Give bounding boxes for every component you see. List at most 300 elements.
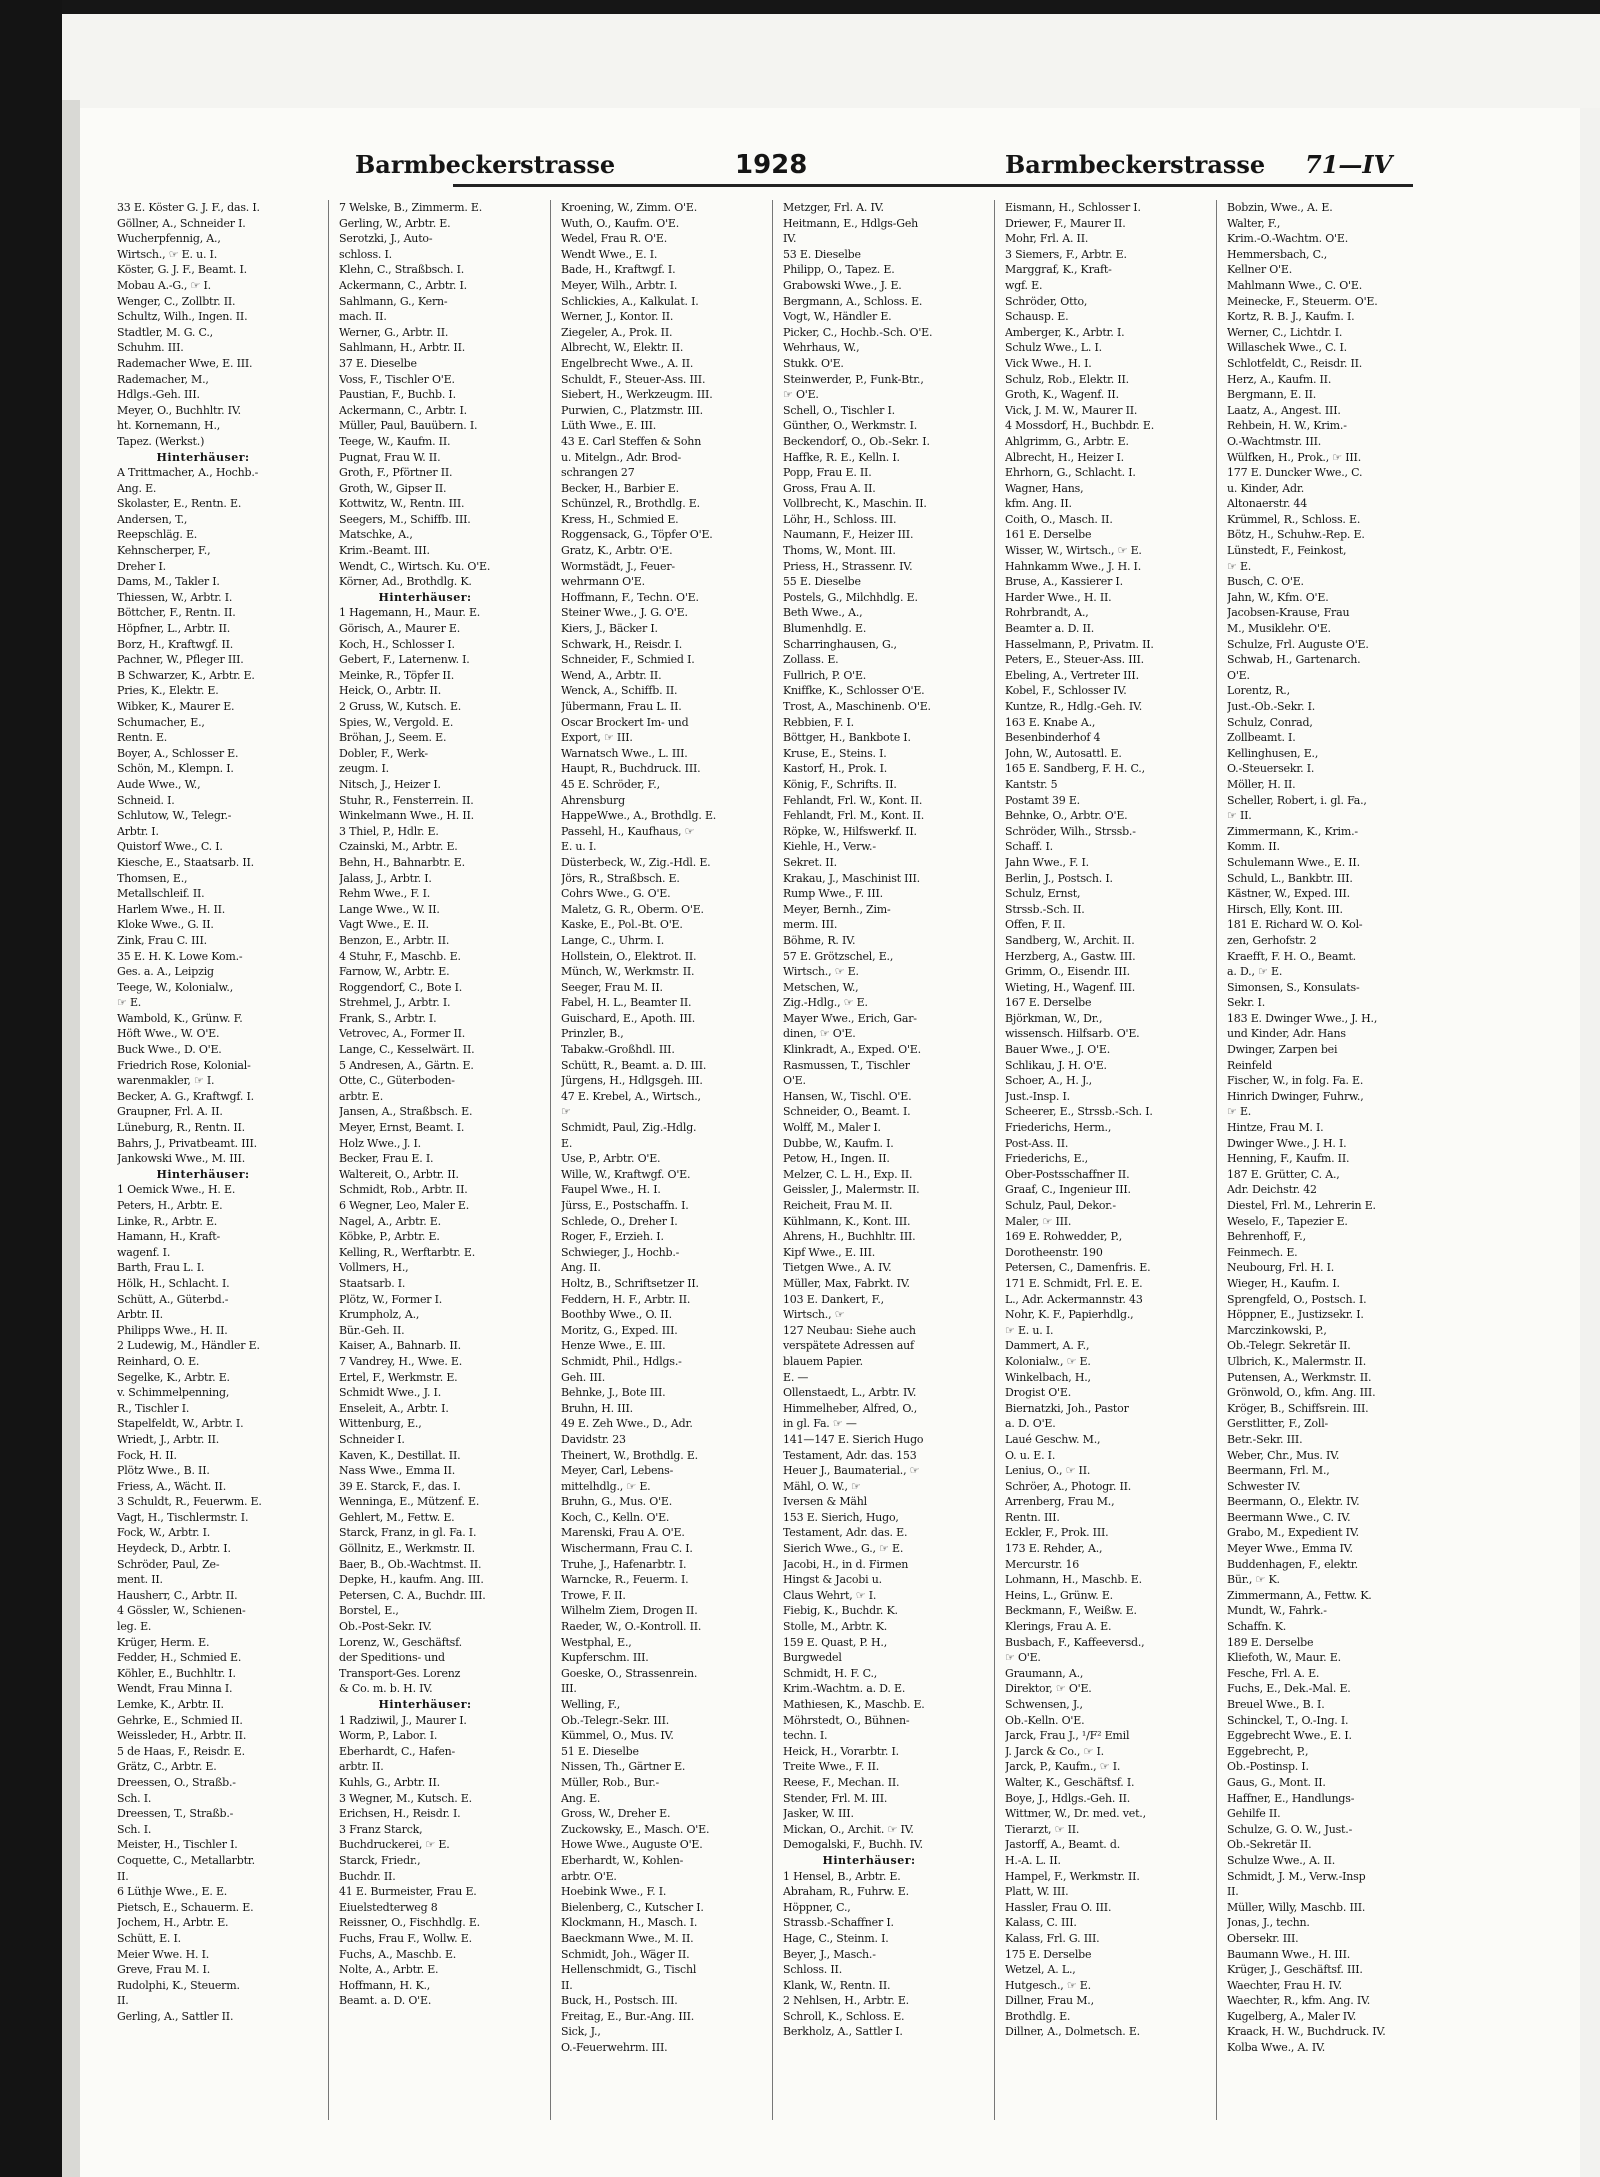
directory-entry: Gratz, K., Arbtr. O'E. [561, 544, 673, 558]
directory-entry: wgf. E. [1005, 278, 1043, 292]
directory-entry: Weissleder, H., Arbtr. II. [117, 1729, 247, 1743]
directory-entry: Schultz, Wilh., Ingen. II. [117, 310, 248, 324]
directory-column-1 [117, 200, 289, 2120]
directory-entry: Ackermann, C., Arbtr. I. [339, 278, 467, 292]
directory-entry: Lorenz, W., Geschäftsf. [339, 1635, 462, 1649]
directory-entry: Thiessen, W., Arbtr. I. [117, 590, 233, 604]
directory-entry: Hollstein, O., Elektrot. II. [561, 949, 697, 963]
directory-entry: Tierarzt, ☞ II. [1005, 1822, 1080, 1836]
directory-entry: 153 E. Sierich, Hugo, [783, 1510, 899, 1524]
directory-entry: Strassb.-Schaffner I. [783, 1916, 894, 1930]
directory-entry: Segelke, K., Arbtr. E. [117, 1370, 230, 1384]
directory-entry: Hoffmann, H. K., [339, 1978, 431, 1992]
directory-entry: Schausp. E. [1005, 310, 1069, 324]
directory-entry: Reicheit, Frau M. II. [783, 1199, 893, 1212]
directory-entry: Vollbrecht, K., Maschin. II. [783, 497, 927, 511]
directory-entry: 173 E. Rehder, A., [1005, 1542, 1103, 1556]
directory-entry: Aude Wwe., W., [117, 777, 201, 791]
directory-entry: Ang. II. [561, 1261, 601, 1275]
directory-entry: Wagner, Hans, [1005, 481, 1084, 495]
directory-entry: Testament, Adr. das. 153 [783, 1448, 917, 1462]
directory-entry: Heuer J., Baumaterial., ☞ [783, 1464, 920, 1478]
directory-entry: Bruse, A., Kassierer I. [1005, 575, 1123, 589]
directory-entry: Blumenhdlg. E. [783, 622, 867, 636]
directory-entry: HappeWwe., A., Brothdlg. E. [561, 809, 717, 823]
directory-entry: Höft Wwe., W. O'E. [117, 1027, 220, 1041]
directory-entry: v. Schimmelpenning, [117, 1386, 230, 1400]
directory-entry: 4 Gössler, W., Schienen- [117, 1604, 246, 1618]
directory-entry: Hinterhäuser: [378, 1698, 472, 1711]
directory-entry: Hage, C., Steinm. I. [783, 1931, 889, 1945]
directory-entry: O. u. E. I. [1005, 1448, 1056, 1462]
directory-entry: Hasselmann, P., Privatm. II. [1005, 637, 1154, 651]
directory-entry: Müller, Paul, Bauübern. I. [339, 419, 478, 433]
directory-entry: Mercurstr. 16 [1005, 1557, 1080, 1571]
directory-entry: Becker, Frau E. I. [339, 1152, 434, 1166]
directory-entry: Kelling, R., Werftarbtr. E. [339, 1245, 475, 1259]
directory-entry: Wolff, M., Maler I. [783, 1121, 881, 1135]
directory-entry: Wendt, Frau Minna I. [117, 1682, 233, 1696]
directory-entry: blauem Papier. [783, 1354, 863, 1368]
directory-entry: warenmakler, ☞ I. [117, 1074, 215, 1088]
directory-entry: Waechter, R., kfm. Ang. IV. [1227, 1994, 1371, 2008]
directory-entry: Ehrhorn, G., Schlacht. I. [1005, 466, 1136, 480]
directory-entry: Fuchs, Frau F., Wollw. E. [339, 1931, 472, 1945]
directory-entry: Willaschek Wwe., C. I. [1227, 341, 1347, 355]
directory-entry: Ertel, F., Werkmstr. E. [339, 1370, 458, 1384]
directory-entry: Meyer Wwe., Emma IV. [1227, 1542, 1353, 1556]
directory-entry: Lemke, K., Arbtr. II. [117, 1698, 224, 1711]
directory-entry: Grabowski Wwe., J. E. [783, 278, 902, 292]
directory-entry: Müller, Willy, Maschb. III. [1227, 1900, 1366, 1914]
directory-entry: Zuckowsky, E., Masch. O'E. [561, 1822, 710, 1836]
directory-entry: Siebert, H., Werkzeugm. III. [561, 388, 713, 402]
directory-entry: Greve, Frau M. I. [117, 1963, 211, 1977]
directory-entry: Grönwold, O., kfm. Ang. III. [1227, 1386, 1376, 1400]
directory-entry: Eismann, H., Schlosser I. [1005, 201, 1141, 214]
directory-entry: Lenius, O., ☞ II. [1005, 1464, 1091, 1478]
directory-entry: Fuchs, E., Dek.-Mal. E. [1227, 1682, 1351, 1696]
directory-entry: Kröger, B., Schiffsrein. III. [1227, 1401, 1369, 1415]
directory-entry: Hansen, W., Tischl. O'E. [783, 1089, 912, 1103]
directory-entry: 1 Radziwil, J., Maurer I. [339, 1713, 467, 1727]
directory-entry: Kress, H., Schmied E. [561, 512, 679, 526]
directory-entry: Köbke, P., Arbtr. E. [339, 1230, 440, 1244]
directory-entry: Behrenhoff, F., [1227, 1230, 1306, 1244]
directory-entry: Petersen, C. A., Buchdr. III. [339, 1588, 486, 1602]
directory-entry: Schmidt, Rob., Arbtr. II. [339, 1183, 468, 1197]
directory-entry: Kastorf, H., Prok. I. [783, 762, 888, 776]
directory-entry: Gehlert, M., Fettw. E. [339, 1510, 455, 1524]
directory-entry: Klerings, Frau A. E. [1005, 1620, 1112, 1634]
directory-entry: Seegers, M., Schiffb. III. [339, 512, 471, 526]
directory-entry: Gaus, G., Mont. II. [1227, 1775, 1326, 1789]
directory-column-5 [1005, 200, 1177, 2120]
directory-entry: Wieger, H., Kaufm. I. [1227, 1276, 1340, 1290]
header-street-left: Barmbeckerstrasse [355, 150, 616, 179]
directory-entry: Jarck, Frau J., ¹/F² Emil [1005, 1729, 1130, 1743]
directory-entry: Serotzki, J., Auto- [339, 232, 433, 246]
directory-entry: Zollass. E. [783, 653, 839, 667]
directory-entry: Krim.-O.-Wachtm. O'E. [1227, 232, 1348, 246]
directory-entry: Meinecke, F., Steuerm. O'E. [1227, 294, 1378, 308]
directory-entry: Werner, C., Lichtdr. I. [1227, 325, 1343, 339]
directory-entry: zen, Gerhofstr. 2 [1227, 933, 1317, 947]
directory-entry: Beermann, O., Elektr. IV. [1227, 1495, 1360, 1509]
directory-entry: Ahrens, H., Buchhltr. III. [783, 1230, 916, 1244]
directory-entry: Hampel, F., Werkmstr. II. [1005, 1869, 1140, 1883]
directory-entry: Scheller, Robert, i. gl. Fa., [1227, 793, 1367, 807]
directory-entry: Schmidt, H. F. C., [783, 1666, 878, 1680]
directory-entry: Baeckmann Wwe., M. II. [561, 1931, 694, 1945]
directory-entry: Eiuelstedterweg 8 [339, 1900, 438, 1914]
directory-entry: Fesche, Frl. A. E. [1227, 1666, 1320, 1680]
directory-entry: mittelhdlg., ☞ E. [561, 1479, 651, 1493]
directory-entry: Friederichs, Herm., [1005, 1121, 1112, 1135]
directory-entry: Meyer, O., Buchhltr. IV. [117, 403, 241, 417]
directory-entry: Starck, Friedr., [339, 1853, 421, 1867]
directory-entry: Ackermann, C., Arbtr. I. [339, 403, 467, 417]
directory-entry: Rademacher, M., [117, 372, 209, 386]
directory-entry: 51 E. Dieselbe [561, 1744, 639, 1758]
directory-entry: Walter, K., Geschäftsf. I. [1005, 1775, 1135, 1789]
directory-entry: 33 E. Köster G. J. F., das. I. [117, 201, 260, 214]
directory-entry: Beermann Wwe., C. IV. [1227, 1510, 1351, 1524]
directory-entry: Sprengfeld, O., Postsch. I. [1227, 1292, 1367, 1306]
directory-entry: Kipf Wwe., E. III. [783, 1245, 876, 1259]
directory-entry: Beth Wwe., A., [783, 606, 863, 620]
directory-entry: Mohr, Frl. A. II. [1005, 232, 1089, 246]
directory-entry: Thoms, W., Mont. III. [783, 544, 896, 558]
column-divider [994, 200, 995, 2120]
directory-entry: Stuhr, R., Fensterrein. II. [339, 793, 474, 807]
directory-entry: Vagt Wwe., E. II. [339, 918, 429, 932]
directory-entry: Wedel, Frau R. O'E. [561, 232, 668, 246]
directory-entry: Becker, A. G., Kraftwgf. I. [117, 1089, 254, 1103]
directory-entry: Wehrhaus, W., [783, 341, 860, 355]
directory-entry: Schwieger, J., Hochb.- [561, 1245, 680, 1259]
directory-entry: Jochem, H., Arbtr. E. [117, 1916, 229, 1930]
directory-entry: Petow, H., Ingen. II. [783, 1152, 890, 1166]
directory-entry: Schuld, L., Bankbtr. III. [1227, 871, 1353, 885]
directory-entry: Jonas, J., techn. [1227, 1916, 1310, 1930]
directory-entry: Matschke, A., [339, 528, 413, 542]
directory-entry: Steiner Wwe., J. G. O'E. [561, 606, 688, 620]
directory-entry: schloss. I. [339, 247, 392, 261]
directory-entry: Stadtler, M. G. C., [117, 325, 213, 339]
directory-entry: Hölk, H., Schlacht. I. [117, 1276, 230, 1290]
directory-entry: Schwab, H., Gartenarch. [1227, 653, 1361, 667]
directory-entry: Schlutow, W., Telegr.- [117, 809, 232, 823]
directory-entry: R., Tischler I. [117, 1401, 190, 1415]
directory-entry: Kruse, E., Steins. I. [783, 746, 887, 760]
directory-entry: Schlikau, J. H. O'E. [1005, 1058, 1107, 1072]
directory-entry: Himmelheber, Alfred, O., [783, 1401, 918, 1415]
directory-entry: Schütt, E. I. [117, 1931, 181, 1945]
directory-entry: Wucherpfennig, A., [117, 232, 221, 246]
directory-entry: Kortz, R. B. J., Kaufm. I. [1227, 310, 1355, 324]
directory-entry: Kaske, E., Pol.-Bt. O'E. [561, 918, 683, 932]
directory-entry: Kolonialw., ☞ E. [1005, 1354, 1091, 1368]
directory-entry: Kiers, J., Bäcker I. [561, 622, 658, 636]
directory-entry: Export, ☞ III. [561, 731, 633, 745]
directory-entry: dinen, ☞ O'E. [783, 1027, 856, 1041]
directory-entry: ☞ O'E. [783, 388, 819, 402]
directory-entry: Jacobsen-Krause, Frau [1227, 606, 1350, 620]
directory-entry: Müller, Max, Fabrkt. IV. [783, 1276, 910, 1290]
directory-entry: Sandberg, W., Archit. II. [1005, 933, 1135, 947]
directory-entry: 1 Oemick Wwe., H. E. [117, 1183, 236, 1197]
directory-entry: Görisch, A., Maurer E. [339, 622, 461, 636]
directory-entry: Höpfner, L., Arbtr. II. [117, 622, 231, 636]
directory-entry: Welling, F., [561, 1698, 621, 1711]
directory-entry: Kraack, H. W., Buchdruck. IV. [1227, 2025, 1386, 2039]
directory-entry: Reissner, O., Fischhdlg. E. [339, 1916, 480, 1930]
directory-entry: Hinterhäuser: [822, 1853, 916, 1867]
directory-entry: Hoffmann, F., Techn. O'E. [561, 590, 699, 604]
directory-entry: Stukk. O'E. [783, 356, 844, 370]
directory-entry: Treite Wwe., F. II. [783, 1760, 880, 1774]
directory-entry: Höppner, E., Justizsekr. I. [1227, 1308, 1364, 1322]
directory-entry: Roger, F., Erzieh. I. [561, 1230, 664, 1244]
directory-entry: Kupferschm. III. [561, 1651, 649, 1665]
directory-entry: Feddern, H. F., Arbtr. II. [561, 1292, 691, 1306]
directory-entry: Groth, K., Wagenf. II. [1005, 388, 1119, 402]
directory-entry: Heins, L., Grünw. E. [1005, 1588, 1113, 1602]
directory-entry: Wend, A., Arbtr. II. [561, 668, 662, 682]
directory-entry: Truhe, J., Hafenarbtr. I. [561, 1557, 687, 1571]
directory-entry: Kugelberg, A., Maler IV. [1227, 2009, 1357, 2023]
header-year: 1928 [735, 150, 808, 180]
directory-entry: 57 E. Grötzschel, E., [783, 949, 894, 963]
directory-entry: Adr. Deichstr. 42 [1227, 1183, 1317, 1197]
directory-entry: Wendt Wwe., E. I. [561, 247, 658, 261]
directory-entry: Ober-Postsschaffner II. [1005, 1167, 1130, 1181]
directory-entry: Kroening, W., Zimm. O'E. [561, 201, 697, 214]
directory-entry: Schmidt, Paul, Zig.-Hdlg. [561, 1121, 697, 1135]
directory-entry: 47 E. Krebel, A., Wirtsch., [561, 1089, 701, 1103]
directory-entry: Behn, H., Bahnarbtr. E. [339, 855, 465, 869]
directory-entry: II. [1227, 1885, 1239, 1899]
directory-entry: Gross, W., Dreher E. [561, 1807, 671, 1821]
directory-entry: Schulze, G. O. W., Just.- [1227, 1822, 1353, 1836]
directory-entry: Andersen, T., [117, 512, 188, 526]
directory-entry: Günther, O., Werkmstr. I. [783, 419, 918, 433]
directory-entry: Marggraf, K., Kraft- [1005, 263, 1112, 277]
directory-entry: Schneider I. [339, 1432, 405, 1446]
directory-entry: Biernatzki, Joh., Pastor [1005, 1401, 1129, 1415]
directory-entry: Schulz, Conrad, [1227, 715, 1313, 729]
directory-entry: Schröder, Wilh., Strssb.- [1005, 824, 1136, 838]
directory-entry: Schmidt, Phil., Hdlgs.- [561, 1354, 682, 1368]
directory-entry: Ob.-Postinsp. I. [1227, 1760, 1309, 1774]
directory-entry: Betr.-Sekr. III. [1227, 1432, 1303, 1446]
directory-entry: II. [561, 1978, 573, 1992]
directory-entry: Bade, H., Kraftwgf. I. [561, 263, 676, 277]
directory-entry: Use, P., Arbtr. O'E. [561, 1152, 661, 1166]
directory-entry: 3 Franz Starck, [339, 1822, 423, 1836]
directory-entry: Bobzin, Wwe., A. E. [1227, 201, 1333, 214]
directory-entry: 6 Lüthje Wwe., E. E. [117, 1885, 228, 1899]
directory-entry: Busch, C. O'E. [1227, 575, 1304, 589]
directory-entry: Jasker, W. III. [783, 1807, 854, 1821]
directory-entry: Borstel, E., [339, 1604, 399, 1618]
directory-entry: Nitsch, J., Heizer I. [339, 777, 441, 791]
directory-entry: Sekr. I. [1227, 996, 1265, 1010]
directory-entry: Dillner, A., Dolmetsch. E. [1005, 2025, 1140, 2039]
directory-entry: Fedder, H., Schmied E. [117, 1651, 242, 1665]
directory-entry: Sahlmann, G., Kern- [339, 294, 448, 308]
directory-entry: Rademacher Wwe, E. III. [117, 356, 253, 370]
directory-entry: in gl. Fa. ☞ — [783, 1417, 857, 1431]
directory-entry: 49 E. Zeh Wwe., D., Adr. [561, 1417, 693, 1431]
directory-entry: Direktor, ☞ O'E. [1005, 1682, 1092, 1696]
directory-entry: wissensch. Hilfsarb. O'E. [1005, 1027, 1140, 1041]
directory-entry: Kloke Wwe., G. II. [117, 918, 214, 932]
directory-entry: Schön, M., Klempn. I. [117, 762, 234, 776]
directory-entry: Meinke, R., Töpfer II. [339, 668, 455, 682]
directory-entry: Philipp, O., Tapez. E. [783, 263, 895, 277]
directory-entry: Mobau A.-G., ☞ I. [117, 278, 211, 292]
directory-entry: Haffke, R. E., Kelln. I. [783, 450, 900, 464]
directory-entry: Scharringhausen, G., [783, 637, 897, 651]
directory-entry: 2 Gruss, W., Kutsch. E. [339, 700, 462, 713]
directory-entry: Kalass, Frl. G. III. [1005, 1931, 1100, 1945]
directory-entry: Wülfken, H., Prok., ☞ III. [1227, 450, 1361, 464]
directory-entry: 3 Wegner, M., Kutsch. E. [339, 1791, 472, 1805]
directory-entry: Zig.-Hdlg., ☞ E. [783, 996, 868, 1010]
directory-entry: Fock, W., Arbtr. I. [117, 1526, 211, 1540]
directory-entry: Rentn. E. [117, 731, 168, 745]
header-page-number: 71—IV [1305, 150, 1393, 179]
directory-entry: Voss, F., Tischler O'E. [339, 372, 455, 386]
directory-entry: Busbach, F., Kaffeeversd., [1005, 1635, 1145, 1649]
directory-entry: Engelbrecht Wwe., A. II. [561, 356, 694, 370]
directory-entry: Dwinger Wwe., J. H. I. [1227, 1136, 1347, 1150]
directory-entry: Kellinghusen, E., [1227, 746, 1319, 760]
directory-entry: Schaff. I. [1005, 840, 1053, 854]
directory-entry: Arbtr. II. [117, 1308, 163, 1322]
directory-entry: Wetzel, A. L., [1005, 1963, 1076, 1977]
directory-entry: Marenski, Frau A. O'E. [561, 1526, 685, 1540]
directory-entry: 159 E. Quast, P. H., [783, 1635, 887, 1649]
directory-entry: Heydeck, D., Arbtr. I. [117, 1542, 231, 1556]
directory-entry: Hellenschmidt, G., Tischl [561, 1963, 697, 1977]
directory-entry: Erichsen, H., Reisdr. I. [339, 1807, 461, 1821]
directory-entry: Hingst & Jacobi u. [783, 1573, 882, 1587]
directory-entry: Burgwedel [783, 1651, 842, 1665]
directory-entry: Neubourg, Frl. H. I. [1227, 1261, 1335, 1275]
directory-entry: Kniffke, K., Schlosser O'E. [783, 684, 925, 698]
directory-entry: Björkman, W., Dr., [1005, 1011, 1103, 1025]
directory-entry: Schlotfeldt, C., Reisdr. II. [1227, 356, 1363, 370]
directory-entry: Sick, J., [561, 2025, 601, 2039]
directory-entry: Fehlandt, Frl. W., Kont. II. [783, 793, 923, 807]
directory-entry: Rehbein, H. W., Krim.- [1227, 419, 1347, 433]
directory-entry: 7 Vandrey, H., Wwe. E. [339, 1354, 463, 1368]
directory-entry: Mahlmann Wwe., C. O'E. [1227, 278, 1362, 292]
directory-entry: Arrenberg, Frau M., [1005, 1495, 1115, 1509]
directory-entry: Strehmel, J., Arbtr. I. [339, 996, 451, 1010]
directory-entry: & Co. m. b. H. IV. [339, 1682, 433, 1696]
directory-entry: 41 E. Burmeister, Frau E. [339, 1885, 477, 1899]
directory-entry: Kümmel, O., Mus. IV. [561, 1729, 674, 1743]
directory-entry: 5 Andresen, A., Gärtn. E. [339, 1058, 474, 1072]
directory-entry: Buck, H., Postsch. III. [561, 1994, 678, 2008]
directory-entry: Kuntze, R., Hdlg.-Geh. IV. [1005, 700, 1143, 713]
directory-entry: Schmidt, J. M., Verw.-Insp [1227, 1869, 1366, 1883]
directory-entry: Hinterhäuser: [378, 590, 472, 604]
directory-entry: Gerling, A., Sattler II. [117, 2009, 234, 2023]
header-rule [453, 184, 1413, 187]
directory-entry: Bötz, H., Schuhw.-Rep. E. [1227, 528, 1365, 542]
directory-entry: Schulz, Rob., Elektr. II. [1005, 372, 1129, 386]
directory-entry: arbtr. II. [339, 1760, 384, 1774]
directory-entry: 181 E. Richard W. O. Kol- [1227, 918, 1363, 932]
directory-entry: Passehl, H., Kaufhaus, ☞ [561, 824, 695, 838]
directory-entry: ☞ E. u. I. [1005, 1323, 1054, 1337]
directory-entry: Walter, F., [1227, 216, 1281, 230]
directory-entry: Vetrovec, A., Former II. [339, 1027, 466, 1041]
directory-entry: Werner, J., Kontor. II. [561, 310, 674, 324]
directory-entry: Möhrstedt, O., Bühnen- [783, 1713, 910, 1727]
directory-entry: 53 E. Dieselbe [783, 247, 861, 261]
directory-entry: Meyer, Bernh., Zim- [783, 902, 891, 916]
directory-entry: Nohr, K. F., Papierhdlg., [1005, 1308, 1134, 1322]
directory-entry: 183 E. Dwinger Wwe., J. H., [1227, 1011, 1378, 1025]
directory-entry: Faupel Wwe., H. I. [561, 1183, 661, 1197]
directory-entry: Just.-Insp. I. [1005, 1089, 1070, 1103]
directory-entry: Berkholz, A., Sattler I. [783, 2025, 903, 2039]
directory-entry: Löhr, H., Schloss. III. [783, 512, 897, 526]
directory-entry: ☞ O'E. [1005, 1651, 1041, 1665]
directory-entry: Demogalski, F., Buchh. IV. [783, 1838, 923, 1852]
directory-entry: 187 E. Grütter, C. A., [1227, 1167, 1340, 1181]
directory-entry: Rasmussen, T., Tischler [783, 1058, 910, 1072]
directory-entry: Postels, G., Milchhdlg. E. [783, 590, 918, 604]
directory-entry: Abraham, R., Fuhrw. E. [783, 1885, 909, 1899]
directory-entry: Schlede, O., Dreher I. [561, 1214, 678, 1228]
directory-entry: A Trittmacher, A., Hochb.- [117, 466, 259, 480]
directory-entry: Wormstädt, J., Feuer- [561, 559, 675, 573]
directory-entry: Pries, K., Elektr. E. [117, 684, 219, 698]
directory-entry: Henning, F., Kaufm. II. [1227, 1152, 1350, 1166]
directory-entry: Schinckel, T., O.-Ing. I. [1227, 1713, 1349, 1727]
directory-entry: Friedrich Rose, Kolonial- [117, 1058, 251, 1072]
directory-entry: Vogt, W., Händler E. [783, 310, 892, 324]
directory-entry: Barth, Frau L. I. [117, 1261, 205, 1275]
directory-entry: Tietgen Wwe., A. IV. [783, 1261, 892, 1275]
directory-entry: Pachner, W., Pfleger III. [117, 653, 244, 667]
directory-entry: Schmidt Wwe., J. I. [339, 1386, 441, 1400]
directory-entry: Ob.-Sekretär II. [1227, 1838, 1312, 1852]
directory-entry: Lohmann, H., Maschb. E. [1005, 1573, 1142, 1587]
directory-entry: Groth, F., Pförtner II. [339, 466, 453, 480]
directory-entry: Wischermann, Frau C. I. [561, 1542, 693, 1556]
directory-entry: Beckmann, F., Weißw. E. [1005, 1604, 1137, 1618]
directory-entry: Graupner, Frl. A. II. [117, 1105, 223, 1119]
directory-entry: Benzon, E., Arbtr. II. [339, 933, 450, 947]
directory-entry: Kuhls, G., Arbtr. II. [339, 1775, 440, 1789]
directory-entry: Jankowski Wwe., M. III. [117, 1152, 245, 1166]
directory-entry: Schell, O., Tischler I. [783, 403, 895, 417]
directory-entry: und Kinder, Adr. Hans [1227, 1027, 1346, 1041]
directory-entry: Picker, C., Hochb.-Sch. O'E. [783, 325, 933, 339]
directory-entry: E. — [783, 1370, 809, 1384]
directory-entry: Peters, E., Steuer-Ass. III. [1005, 653, 1144, 667]
directory-entry: Sch. I. [117, 1822, 152, 1836]
directory-entry: Mickan, O., Archit. ☞ IV. [783, 1822, 914, 1836]
